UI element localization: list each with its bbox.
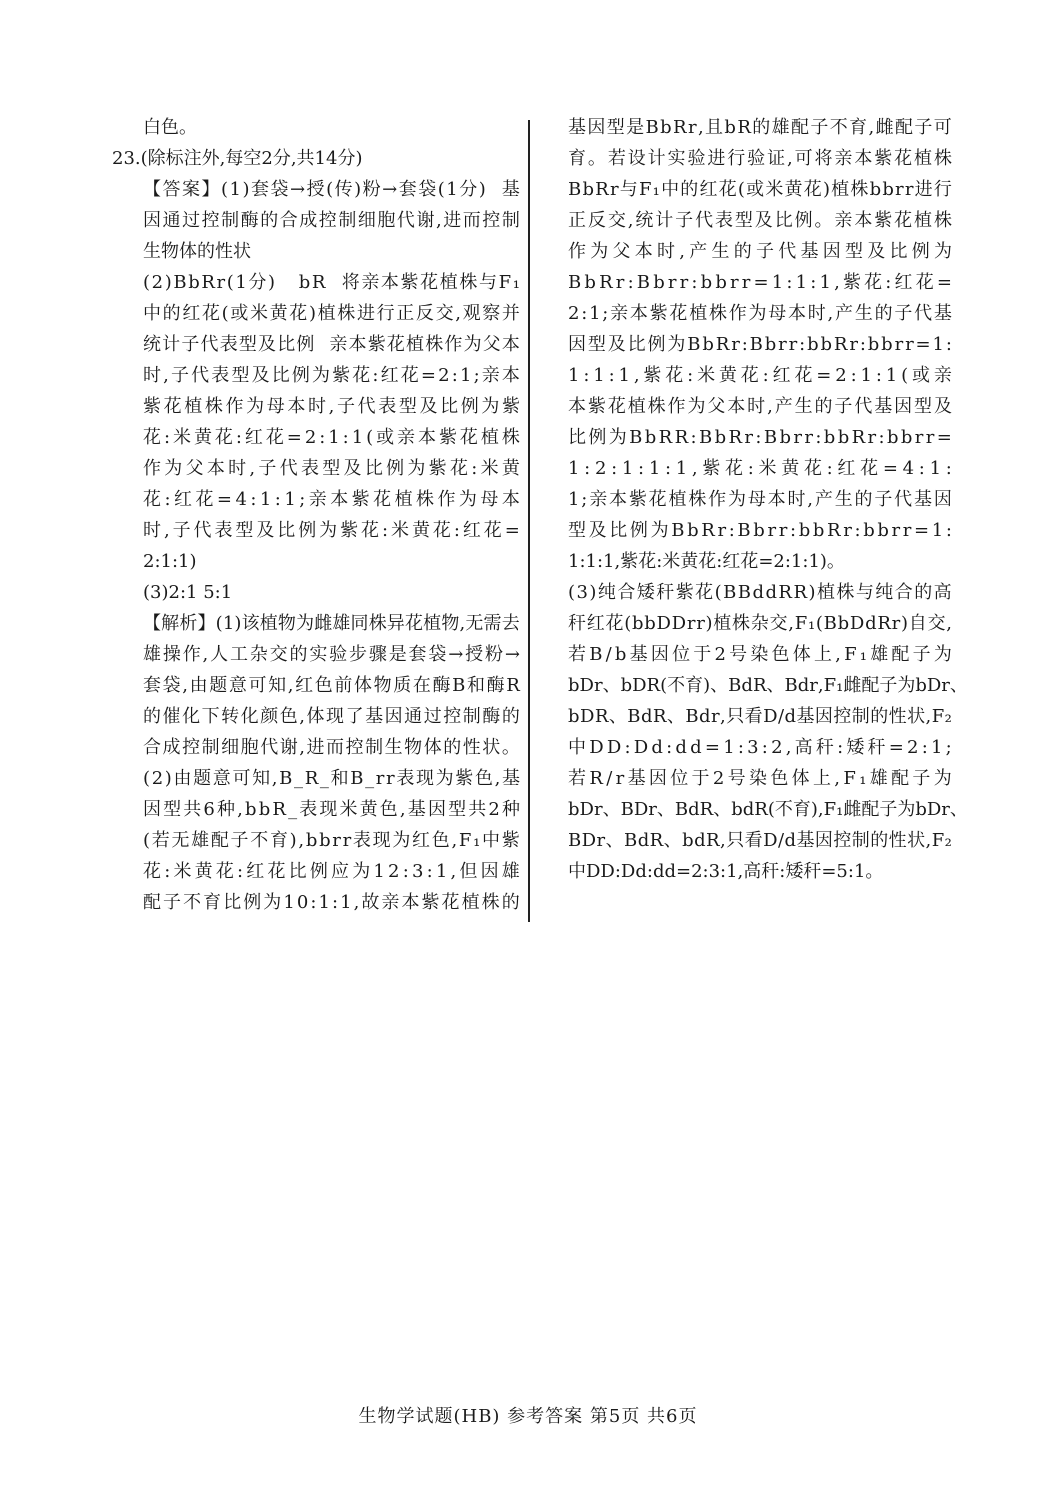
text-line: 作 为 父 本 时 , 子 代 表 型 及 比 例 为 紫 花 : 米 黄 (143, 458, 520, 479)
text-line: ( 3 ) 纯 合 矮 秆 紫 花 ( B B d d R R ) 植 株 与 纯 合 的 高 (568, 582, 952, 603)
text-line: 【 答 案 】 ( 1 ) 套 袋 → 授 ( 传 ) 粉 → 套 袋 ( 1 分 ) 基 (143, 179, 520, 200)
text-line: b D R 、 B d R 、 B d r , 只 看 D / d 基 因 控 制 的 性 状 , F ₂ (568, 706, 952, 727)
text-line: 若 B / b 基 因 位 于 2 号 染 色 体 上 , F ₁ 雄 配 子 为 (568, 644, 952, 665)
text-line: 时 , 子 代 表 型 及 比 例 为 紫 花 : 米 黄 花 : 红 花 = (143, 520, 520, 541)
text-line: ( 若 无 雄 配 子 不 育 ) , b b r r 表 现 为 红 色 , F ₁ 中 紫 (143, 830, 520, 851)
text-line: 生物体的性状 (143, 241, 251, 262)
text-line: 1 : 2 : 1 : 1 : 1 , 紫 花 : 米 黄 花 : 红 花 = 4 : 1 : (568, 458, 952, 479)
text-line: 花 : 米 黄 花 : 红 花 = 2 : 1 : 1 ( 或 亲 本 紫 花 植 株 (143, 427, 520, 448)
page-footer: 生物学试题(HB) 参考答案 第5页 共6页 (358, 1406, 698, 1427)
text-line: 型 及 比 例 为 B b R r : B b r r : b b R r : b b r r = 1 : (568, 520, 952, 541)
text-line: (3)2:1 5:1 (143, 582, 233, 603)
text-line: ( 2 ) B b R r ( 1 分 ) b R 将 亲 本 紫 花 植 株 与 F ₁ (143, 272, 520, 293)
text-line: ( 2 ) 由 题 意 可 知 , B _ R _ 和 B _ r r 表 现 为 紫 色 , 基 (143, 768, 520, 789)
text-line: 本 紫 花 植 株 作 为 父 本 时 , 产 生 的 子 代 基 因 型 及 (568, 396, 952, 417)
text-line: 秆 红 花 ( b b D D r r ) 植 株 杂 交 , F ₁ ( B b D d R r ) 自 交 , (568, 613, 952, 634)
text-line: 【 解 析 】 ( 1 ) 该 植 物 为 雌 雄 同 株 异 花 植 物 , 无 需 去 (143, 613, 520, 634)
text-line: 因 型 共 6 种 , b b R _ 表 现 米 黄 色 , 基 因 型 共 2 种 (143, 799, 520, 820)
column-divider (528, 120, 530, 922)
text-line: B D r 、 B d R 、 b d R , 只 看 D / d 基 因 控 制 的 性 状 , F ₂ (568, 830, 952, 851)
text-line: B b R r : B b r r : b b r r = 1 : 1 : 1 , 紫 花 : 红 花 = (568, 272, 952, 293)
text-line: 23.(除标注外,每空2分,共14分) (112, 148, 363, 169)
text-line: 2 : 1 ; 亲 本 紫 花 植 株 作 为 母 本 时 , 产 生 的 子 代 基 (568, 303, 952, 324)
text-line: 育 。 若 设 计 实 验 进 行 验 证 , 可 将 亲 本 紫 花 植 株 (568, 148, 952, 169)
text-line: 白色。 (143, 117, 197, 138)
text-line: 中DD:Dd:dd=2:3:1,高秆:矮秆=5:1。 (568, 861, 884, 882)
text-line: 花 : 米 黄 花 : 红 花 比 例 应 为 1 2 : 3 : 1 , 但 因 雄 (143, 861, 520, 882)
text-line: 若 R / r 基 因 位 于 2 号 染 色 体 上 , F ₁ 雄 配 子 为 (568, 768, 952, 789)
text-line: 1:1:1,紫花:米黄花:红花=2:1:1)。 (568, 551, 845, 572)
text-line: b D r 、 B D r 、 B d R 、 b d R ( 不 育 ) , F ₁ 雌 配 子 为 b D r 、 (568, 799, 968, 820)
text-line: 2:1:1) (143, 551, 197, 572)
text-line: 因 通 过 控 制 酶 的 合 成 控 制 细 胞 代 谢 , 进 而 控 制 (143, 210, 520, 231)
text-line: 紫 花 植 株 作 为 母 本 时 , 子 代 表 型 及 比 例 为 紫 (143, 396, 520, 417)
text-line: 中 D D : D d : d d = 1 : 3 : 2 , 高 秆 : 矮 秆 = 2 : 1 ; (568, 737, 952, 758)
text-line: 统 计 子 代 表 型 及 比 例 亲 本 紫 花 植 株 作 为 父 本 (143, 334, 520, 355)
text-line: 配 子 不 育 比 例 为 1 0 : 1 : 1 , 故 亲 本 紫 花 植 株 的 (143, 892, 520, 913)
text-line: 正 反 交 , 统 计 子 代 表 型 及 比 例 。 亲 本 紫 花 植 株 (568, 210, 952, 231)
text-line: 花 : 红 花 = 4 : 1 : 1 ; 亲 本 紫 花 植 株 作 为 母 本 (143, 489, 520, 510)
right-column (568, 112, 968, 887)
left-column (112, 112, 520, 918)
text-line: 雄 操 作 , 人 工 杂 交 的 实 验 步 骤 是 套 袋 → 授 粉 → (143, 644, 520, 665)
text-line: 因 型 及 比 例 为 B b R r : B b r r : b b R r : b b r r = 1 : (568, 334, 952, 355)
text-line: 的 催 化 下 转 化 颜 色 , 体 现 了 基 因 通 过 控 制 酶 的 (143, 706, 520, 727)
text-line: 时 , 子 代 表 型 及 比 例 为 紫 花 : 红 花 = 2 : 1 ; 亲 本 (143, 365, 520, 386)
text-line: 基 因 型 是 B b R r , 且 b R 的 雄 配 子 不 育 , 雌 配 子 可 (568, 117, 952, 138)
text-line: 作 为 父 本 时 , 产 生 的 子 代 基 因 型 及 比 例 为 (568, 241, 952, 262)
text-line: 中 的 红 花 ( 或 米 黄 花 ) 植 株 进 行 正 反 交 , 观 察 并 (143, 303, 520, 324)
text-line: b D r 、 b D R ( 不 育 ) 、 B d R 、 B d r , F ₁ 雌 配 子 为 b D r 、 (568, 675, 968, 696)
text-line: 1 : 1 : 1 , 紫 花 : 米 黄 花 : 红 花 = 2 : 1 : 1 ( 或 亲 (568, 365, 952, 386)
text-line: 比 例 为 B b R R : B b R r : B b r r : b b R r : b b r r = (568, 427, 952, 448)
text-line: 合 成 控 制 细 胞 代 谢 , 进 而 控 制 生 物 体 的 性 状 。 (143, 737, 520, 758)
text-line: 套 袋 , 由 题 意 可 知 , 红 色 前 体 物 质 在 酶 B 和 酶 R (143, 675, 520, 696)
text-line: 1 ; 亲 本 紫 花 植 株 作 为 母 本 时 , 产 生 的 子 代 基 因 (568, 489, 952, 510)
text-line: B b R r 与 F ₁ 中 的 红 花 ( 或 米 黄 花 ) 植 株 b b r r 进 行 (568, 179, 952, 200)
